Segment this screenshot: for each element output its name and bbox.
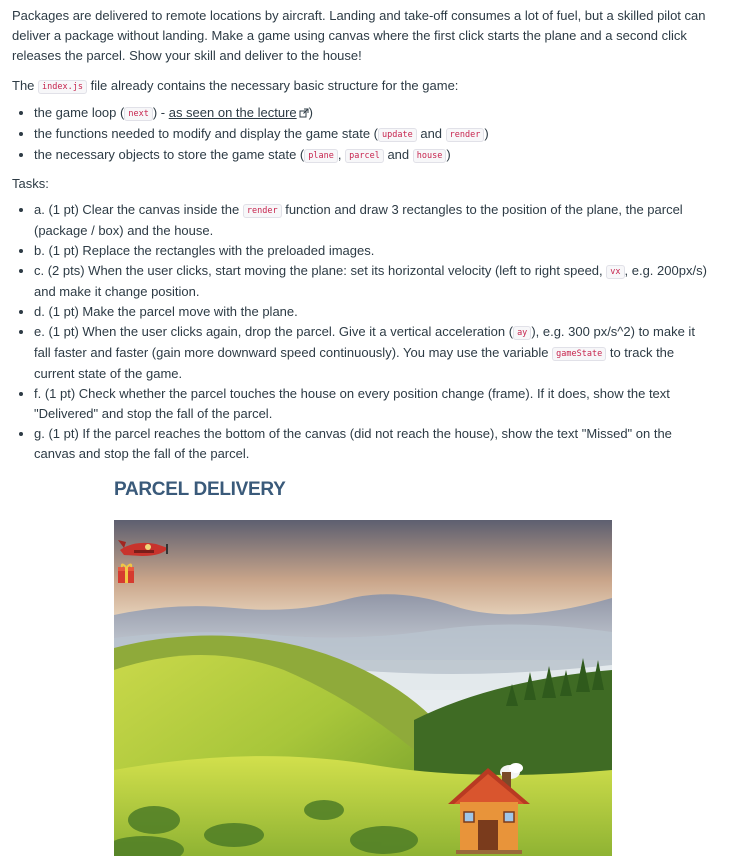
text: , e.g. 200px/s) and make it change position. <box>34 263 707 299</box>
code-plane: plane <box>304 149 338 163</box>
text: ), e.g. 300 px/s^2) to make it fall faster and faster (gain more downward speed continuously). You may use the variable <box>34 324 695 360</box>
basic-structure-list <box>12 103 712 166</box>
text: ) - <box>152 105 169 120</box>
text: and <box>387 147 410 162</box>
structure-paragraph <box>12 76 712 97</box>
tasks-label: Tasks: <box>12 176 49 191</box>
code-gamestate: gameState <box>552 347 606 361</box>
task-e <box>34 322 712 384</box>
code-vx: vx <box>606 265 624 279</box>
code-render: render <box>243 204 282 218</box>
text: c. (2 pts) When the user clicks, start moving the plane: set its horizontal velocity (left to right speed, <box>34 263 603 278</box>
text: function and draw 3 rectangles to the position of the plane, the parcel (package / box) and the house. <box>34 202 683 238</box>
task-f: • f. (1 pt) Check whether the parcel touches the house on every position change (frame). If it does, show the text "Delivered" and stop the fall of the parcel. <box>34 384 712 424</box>
list-item-functions <box>34 124 712 145</box>
text: ) <box>484 126 489 141</box>
text: and <box>420 126 443 141</box>
code-next: next <box>124 107 152 121</box>
game-title: PARCEL DELIVERY <box>114 479 286 500</box>
task-c <box>34 261 712 302</box>
game-canvas[interactable] <box>114 520 612 856</box>
external-link-icon <box>299 108 309 118</box>
text: the game loop ( <box>34 105 125 120</box>
code-house: house <box>413 149 447 163</box>
task-b: • b. (1 pt) Replace the rectangles with the preloaded images. <box>34 241 712 261</box>
intro-paragraph: Packages are delivered to remote locations by aircraft. Landing and take-off consumes a lot of fuel, but a skilled pilot can deliver a package without landing. Make a game using canvas where the first click starts the plane and a second click releases the parcel. Show your skill and deliver to the house! <box>12 8 706 63</box>
code-update: update <box>378 128 417 142</box>
list-item-game-loop <box>34 103 712 124</box>
list-item-objects <box>34 145 712 166</box>
tasks-list <box>12 200 712 464</box>
text: the functions needed to modify and display the game state ( <box>34 126 378 141</box>
text: the necessary objects to store the game state ( <box>34 147 305 162</box>
game-scene <box>114 520 612 856</box>
code-ay: ay <box>513 326 531 340</box>
text: , <box>337 147 342 162</box>
text: to track the current state of the game. <box>34 345 675 381</box>
code-parcel: parcel <box>345 149 384 163</box>
lecture-link[interactable]: as seen on the lecture <box>168 105 297 120</box>
structure-text-pre: The <box>12 78 35 93</box>
task-g: • g. (1 pt) If the parcel reaches the bottom of the canvas (did not reach the house), show the text "Missed" on the canvas and stop the fall of the parcel. <box>34 424 712 464</box>
structure-text-post: file already contains the necessary basic structure for the game: <box>90 78 459 93</box>
task-d: • d. (1 pt) Make the parcel move with the plane. <box>34 302 712 322</box>
text: a. (1 pt) Clear the canvas inside the <box>34 202 240 217</box>
text: ) <box>446 147 451 162</box>
gift-box-icon <box>118 565 134 584</box>
text: e. (1 pt) When the user clicks again, drop the parcel. Give it a vertical acceleration ( <box>34 324 514 339</box>
code-index-js: index.js <box>38 80 87 94</box>
text: ) <box>308 105 313 120</box>
code-render: render <box>446 128 485 142</box>
task-a <box>34 200 712 241</box>
assignment-content <box>12 6 712 464</box>
